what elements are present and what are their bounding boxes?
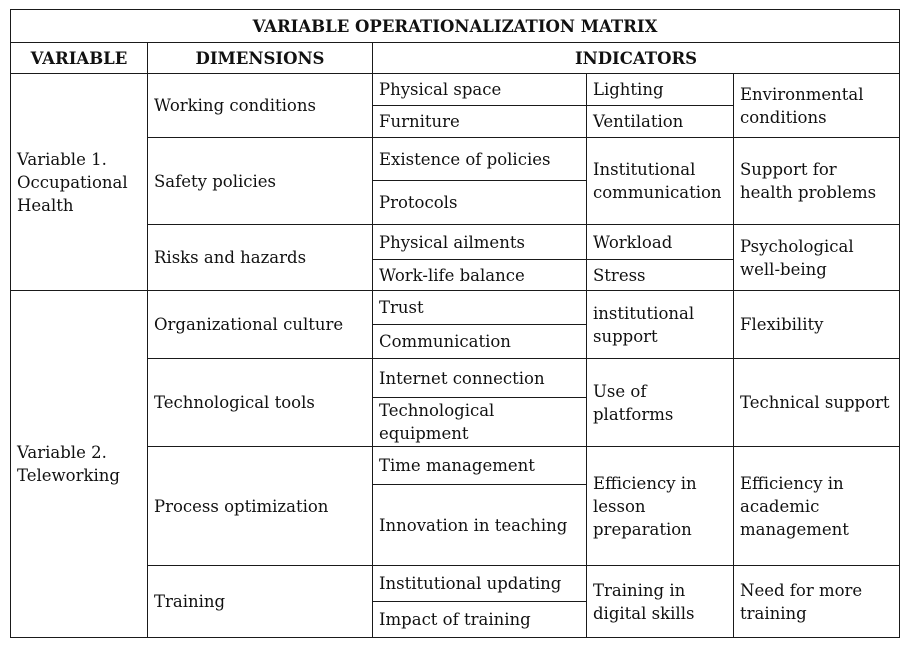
dimension-process-optimization: Process optimization	[148, 447, 373, 566]
indicator-physical-ailments: Physical ailments	[373, 225, 587, 260]
indicator-institutional-support: institutional support	[587, 291, 734, 359]
indicator-internet-connection: Internet connection	[373, 359, 587, 398]
indicator-work-life-balance: Work-life balance	[373, 260, 587, 291]
indicator-efficiency-lesson-preparation: Efficiency in lesson preparation	[587, 447, 734, 566]
table-title: VARIABLE OPERATIONALIZATION MATRIX	[11, 10, 900, 43]
variable-2-label: Variable 2. Teleworking	[11, 291, 148, 638]
indicator-time-management: Time management	[373, 447, 587, 485]
dimension-working-conditions: Working conditions	[148, 74, 373, 138]
indicator-protocols: Protocols	[373, 181, 587, 225]
indicator-stress: Stress	[587, 260, 734, 291]
dimension-technological-tools: Technological tools	[148, 359, 373, 447]
indicator-trust: Trust	[373, 291, 587, 325]
indicator-physical-space: Physical space	[373, 74, 587, 106]
indicator-psychological-well-being: Psychological well-being	[734, 225, 900, 291]
indicator-innovation-in-teaching: Innovation in teaching	[373, 485, 587, 566]
operationalization-matrix	[10, 9, 900, 638]
header-dimensions: DIMENSIONS	[148, 43, 373, 74]
indicator-technical-support: Technical support	[734, 359, 900, 447]
dimension-risks-hazards: Risks and hazards	[148, 225, 373, 291]
indicator-efficiency-academic-management: Efficiency in academic management	[734, 447, 900, 566]
header-variable: VARIABLE	[11, 43, 148, 74]
indicator-institutional-updating: Institutional updating	[373, 566, 587, 602]
dimension-training: Training	[148, 566, 373, 638]
indicator-impact-of-training: Impact of training	[373, 602, 587, 638]
indicator-use-of-platforms: Use of platforms	[587, 359, 734, 447]
indicator-support-health-problems: Support for health problems	[734, 138, 900, 225]
indicator-existence-of-policies: Existence of policies	[373, 138, 587, 181]
indicator-environmental-conditions: Environmental conditions	[734, 74, 900, 138]
indicator-technological-equipment: Technological equipment	[373, 398, 587, 447]
header-indicators: INDICATORS	[373, 43, 900, 74]
indicator-need-more-training: Need for more training	[734, 566, 900, 638]
variable-1-label: Variable 1. Occupational Health	[11, 74, 148, 291]
dimension-safety-policies: Safety policies	[148, 138, 373, 225]
indicator-furniture: Furniture	[373, 106, 587, 138]
indicator-lighting: Lighting	[587, 74, 734, 106]
indicator-institutional-communication: Institutional communication	[587, 138, 734, 225]
indicator-ventilation: Ventilation	[587, 106, 734, 138]
indicator-flexibility: Flexibility	[734, 291, 900, 359]
dimension-organizational-culture: Organizational culture	[148, 291, 373, 359]
indicator-workload: Workload	[587, 225, 734, 260]
indicator-communication: Communication	[373, 325, 587, 359]
indicator-training-digital-skills: Training in digital skills	[587, 566, 734, 638]
